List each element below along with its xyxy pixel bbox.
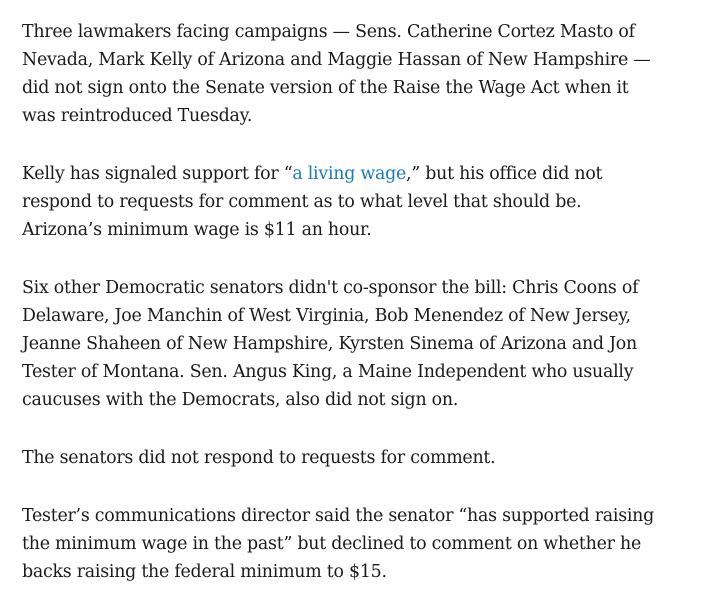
paragraph-tester: Tester’s communications director said the senator “has supported raising the minimum wage in the past” but declined to comment on whether he backs raising the federal minimum to $15. [22,506,655,582]
paragraph-no-response: The senators did not respond to requests for comment. [22,448,496,468]
paragraph-kelly-text-start: Kelly has signaled support for “ [22,164,293,184]
paragraph-campaigns: Three lawmakers facing campaigns — Sens. Catherine Cortez Masto of Nevada, Mark Kelly of Arizona and Maggie Hassan of New Hampshire — did not sign onto the Senate version of the Raise the Wage Act when it was reintroduced Tuesday. [22,22,651,126]
article-body [22,18,662,616]
paragraph-kelly-text-end: ,” but his office did not respond to requests for comment as to what level that should be. Arizona’s minimum wage is $11 an hour. [22,164,603,240]
paragraph-kelly [22,160,662,244]
living-wage-link[interactable]: a living wage [292,164,407,184]
paragraph-other-senators: Six other Democratic senators didn't co-sponsor the bill: Chris Coons of Delaware, Joe Manchin of West Virginia, Bob Menendez of New Jersey, Jeanne Shaheen of New Hampshire, Kyrsten Sinema of Arizona and Jon Tester of Montana. Sen. Angus King, a Maine Independent who usually caucuses with the Democrats, also did not sign on. [22,278,639,410]
